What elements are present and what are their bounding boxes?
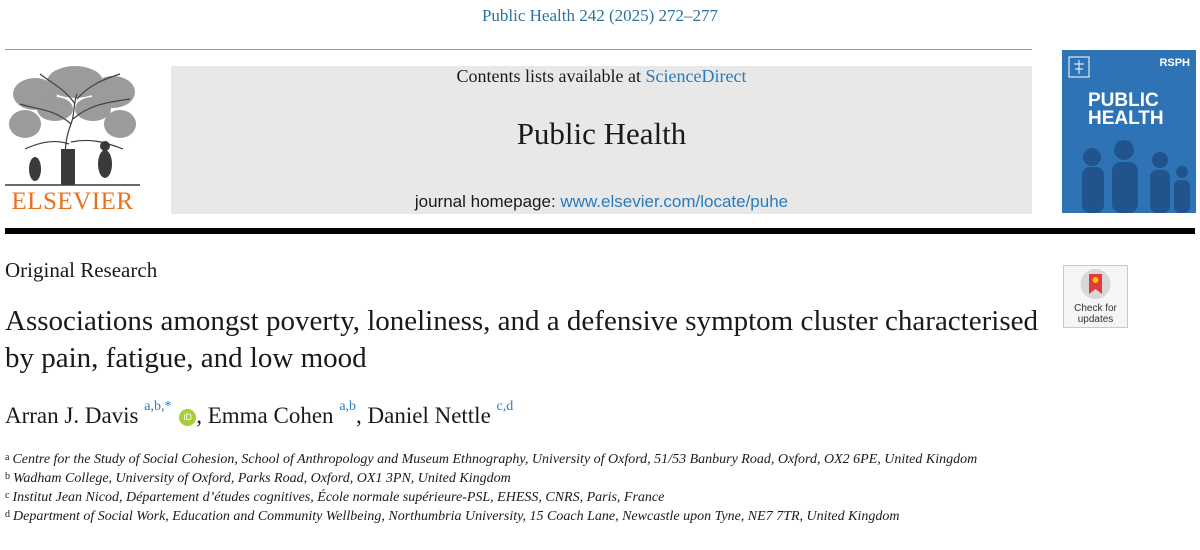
author-list xyxy=(5,399,514,429)
homepage-line xyxy=(171,192,1032,212)
affiliation-item xyxy=(5,471,1035,487)
orcid-icon[interactable]: iD xyxy=(179,409,196,426)
author-affiliation-marks[interactable]: a,b,* xyxy=(144,399,172,414)
cover-society: RSPH xyxy=(1159,57,1190,69)
affiliation-mark: b xyxy=(5,471,10,482)
affiliation-item xyxy=(5,490,1035,506)
affiliation-text: Department of Social Work, Education and Community Wellbeing, Northumbria University, 15 Coach Lane, Newcastle upon Tyne, NE7 7TR, United Kingdom xyxy=(13,509,900,524)
contents-prefix: Contents lists available at xyxy=(456,66,646,86)
affiliation-mark: d xyxy=(5,509,10,520)
author-affiliation-marks[interactable]: a,b xyxy=(339,399,357,414)
affiliation-mark: c xyxy=(5,490,10,501)
cover-silhouettes-icon xyxy=(1062,132,1196,213)
journal-cover[interactable] xyxy=(1062,50,1196,213)
bookmark-icon xyxy=(1064,266,1127,302)
homepage-prefix: journal homepage: xyxy=(414,192,561,211)
affiliation-item xyxy=(5,452,1035,468)
check-for-updates-button[interactable] xyxy=(1063,265,1128,328)
affiliation-list xyxy=(5,452,1035,528)
elsevier-logo[interactable] xyxy=(5,64,140,216)
header-thick-divider xyxy=(5,228,1195,234)
affiliation-text: Institut Jean Nicod, Département d’études cognitives, École normale supérieure-PSL, EHESS, CNRS, Paris, France xyxy=(12,490,665,505)
contents-line xyxy=(171,66,1032,87)
article-type: Original Research xyxy=(5,258,158,282)
author-separator: , xyxy=(356,403,368,428)
check-label-line2: updates xyxy=(1077,314,1114,325)
affiliation-text: Centre for the Study of Social Cohesion, School of Anthropology and Museum Ethnography, University of Oxford, 51/53 Banbury Road, Oxford, OX2 6PE, United Kingdom xyxy=(12,452,978,467)
journal-name: Public Health xyxy=(516,116,687,151)
affiliation-text: Wadham College, University of Oxford, Parks Road, Oxford, OX1 3PN, United Kingdom xyxy=(13,471,511,486)
header-divider xyxy=(5,49,1032,50)
author-affiliation-marks[interactable]: c,d xyxy=(496,399,514,414)
check-label-line1: Check for xyxy=(1074,303,1117,314)
cover-title-line2: HEALTH xyxy=(1088,108,1164,129)
check-for-updates-label xyxy=(1064,303,1127,325)
author-separator: , xyxy=(196,403,208,428)
tree-emblem-icon xyxy=(5,64,140,186)
homepage-link[interactable]: www.elsevier.com/locate/puhe xyxy=(560,192,789,211)
cover-title-line1: PUBLIC xyxy=(1088,90,1159,111)
journal-banner xyxy=(171,66,1032,214)
affiliation-item xyxy=(5,509,1035,525)
journal-citation: Public Health 242 (2025) 272–277 xyxy=(481,6,719,25)
article-title: Associations amongst poverty, loneliness, and a defensive symptom cluster characterised by pain, fatigue, and low mood xyxy=(5,305,1038,374)
author-name[interactable]: Arran J. Davis xyxy=(5,403,139,428)
sciencedirect-link[interactable]: ScienceDirect xyxy=(645,66,747,86)
cover-title xyxy=(1088,92,1192,128)
author-name[interactable]: Emma Cohen xyxy=(207,403,334,428)
affiliation-mark: a xyxy=(5,452,10,463)
author-name[interactable]: Daniel Nettle xyxy=(367,403,491,428)
elsevier-wordmark: ELSEVIER xyxy=(11,188,134,215)
emblem-icon xyxy=(1068,56,1090,78)
